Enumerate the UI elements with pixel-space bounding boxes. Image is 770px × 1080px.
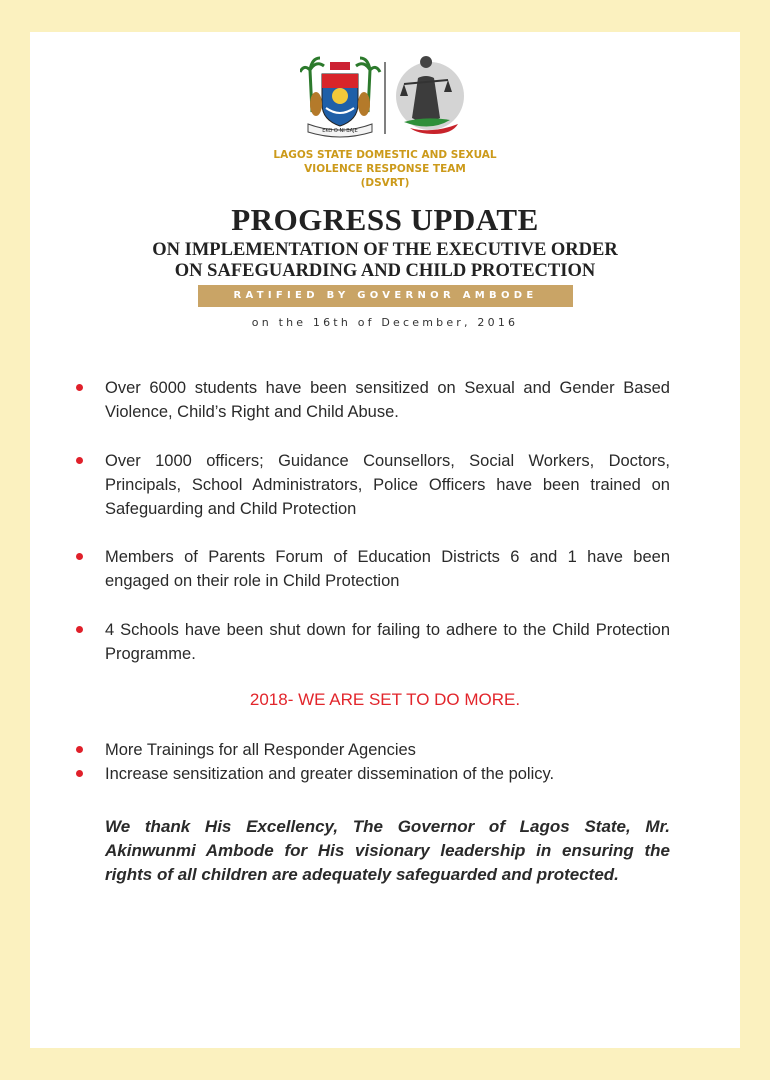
ratification-date: on the 16th of December, 2016: [251, 316, 519, 329]
ratified-banner: RATIFIED BY GOVERNOR AMBODE: [198, 285, 573, 307]
progress-item-students: Over 6000 students have been sensitized on Sexual and Gender Based Violence, Child’s Right and Child Abuse.: [105, 379, 670, 421]
page-title: PROGRESS UPDATE: [231, 202, 539, 237]
bullet-dot: [76, 457, 83, 464]
bullet-dot: [76, 770, 83, 777]
logo-group: [300, 56, 470, 142]
org-line-2: VIOLENCE RESPONSE TEAM: [304, 163, 466, 175]
seal-motto: EKO O NI BAJE: [322, 128, 358, 134]
bullet-dot: [76, 626, 83, 633]
org-line-3: (DSVRT): [360, 177, 410, 189]
plans-heading: 2018- WE ARE SET TO DO MORE.: [249, 690, 521, 709]
subtitle-line-2: ON SAFEGUARDING AND CHILD PROTECTION: [174, 261, 596, 281]
org-line-1: LAGOS STATE DOMESTIC AND SEXUAL: [273, 149, 497, 161]
thank-you-statement: We thank His Excellency, The Governor of Lagos State, Mr. Akinwunmi Ambode for His visionary leadership in ensuring the rights of all children are adequately safeguarded and protected.: [105, 817, 670, 884]
subtitle-line-1: ON IMPLEMENTATION OF THE EXECUTIVE ORDER: [152, 240, 618, 260]
plan-item-trainings: More Trainings for all Responder Agencies: [105, 741, 416, 759]
plan-item-sensitization: Increase sensitization and greater dissemination of the policy.: [105, 765, 555, 783]
progress-item-parents-forum: Members of Parents Forum of Education Districts 6 and 1 have been engaged on their role in Child Protection: [105, 548, 670, 590]
bullet-dot: [76, 553, 83, 560]
progress-item-officers: Over 1000 officers; Guidance Counsellors, Social Workers, Doctors, Principals, School Administrators, Police Officers have been trained on Safeguarding and Child Protection: [105, 452, 670, 518]
lagos-state-coat-of-arms-icon: [300, 58, 380, 137]
bullet-dot: [76, 384, 83, 391]
justice-figure-icon: [396, 56, 464, 134]
progress-item-schools: 4 Schools have been shut down for failing to adhere to the Child Protection Programme.: [105, 621, 670, 663]
bullet-dot: [76, 746, 83, 753]
organization-name: [0, 148, 770, 190]
